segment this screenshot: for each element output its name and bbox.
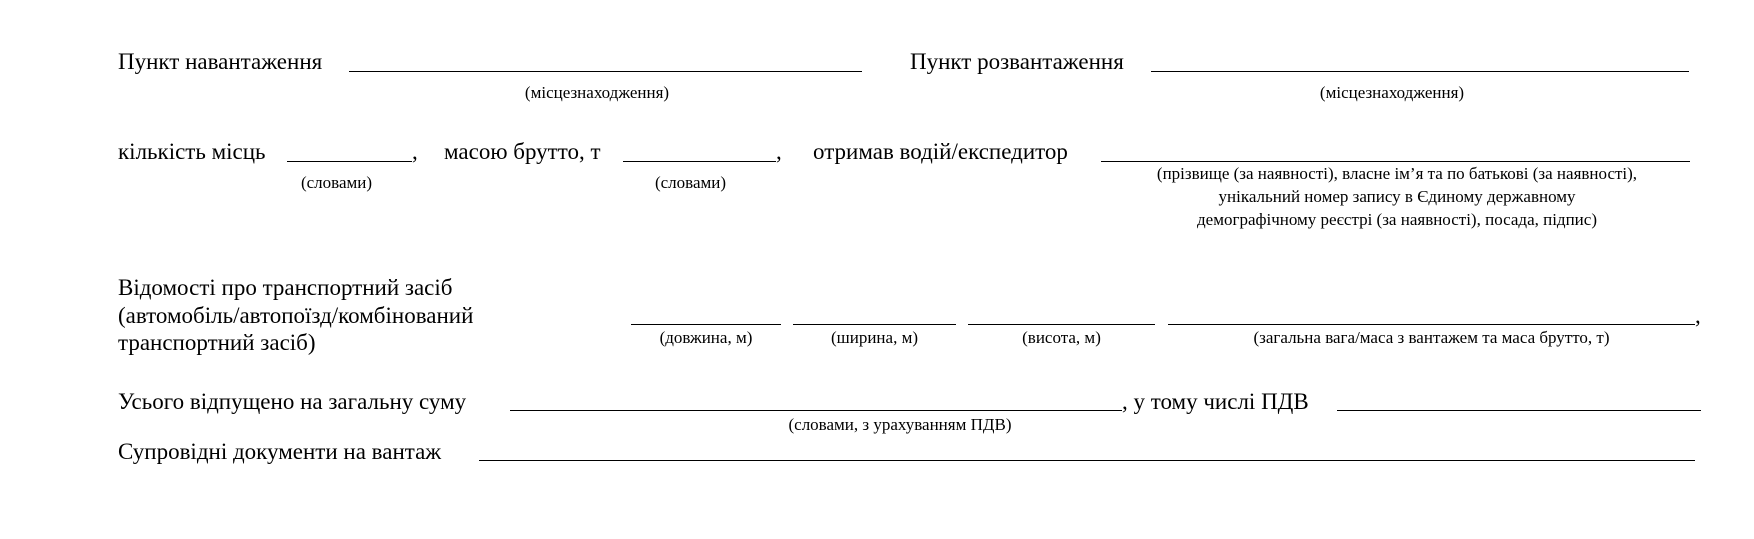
gross-mass-comma: ,	[776, 139, 782, 164]
unloading-point-caption: (місцезнаходження)	[1319, 83, 1465, 102]
places-count-field[interactable]	[287, 161, 412, 162]
vehicle-total-weight-field[interactable]	[1168, 324, 1695, 325]
vehicle-height-caption: (висота, м)	[1022, 328, 1101, 347]
vat-label: , у тому числі ПДВ	[1122, 389, 1309, 414]
total-sum-caption: (словами, з урахуванням ПДВ)	[788, 415, 1012, 434]
driver-caption-line-3: демографічному реєстрі (за наявності), посада, підпис)	[1197, 210, 1597, 229]
driver-label: отримав водій/експедитор	[813, 139, 1068, 164]
loading-point-label: Пункт навантаження	[118, 49, 323, 74]
vehicle-info-label-line-3: транспортний засіб)	[118, 330, 316, 355]
vehicle-total-weight-caption: (загальна вага/маса з вантажем та маса брутто, т)	[1253, 328, 1610, 347]
places-count-caption: (словами)	[300, 173, 373, 192]
vehicle-width-caption: (ширина, м)	[830, 328, 918, 347]
gross-mass-caption: (словами)	[654, 173, 727, 192]
vat-field[interactable]	[1337, 410, 1701, 411]
vehicle-height-field[interactable]	[968, 324, 1155, 325]
vehicle-length-caption: (довжина, м)	[659, 328, 753, 347]
vehicle-length-field[interactable]	[631, 324, 781, 325]
total-sum-field[interactable]	[510, 410, 1122, 411]
gross-mass-label: масою брутто, т	[444, 139, 601, 164]
unloading-point-label: Пункт розвантаження	[910, 49, 1124, 74]
vehicle-info-label-line-2: (автомобіль/автопоїзд/комбінований	[118, 303, 474, 328]
vehicle-info-label-line-1: Відомості про транспортний засіб	[118, 275, 453, 300]
driver-caption-line-1: (прізвище (за наявності), власне ім’я та по батькові (за наявності),	[1156, 164, 1638, 183]
unloading-point-field[interactable]	[1151, 71, 1689, 72]
places-count-label: кількість місць	[118, 139, 266, 164]
gross-mass-field[interactable]	[623, 161, 776, 162]
accompanying-docs-field[interactable]	[479, 460, 1695, 461]
vehicle-row-comma: ,	[1695, 303, 1701, 328]
places-count-comma: ,	[412, 139, 418, 164]
loading-point-caption: (місцезнаходження)	[524, 83, 670, 102]
driver-field[interactable]	[1101, 161, 1690, 162]
vehicle-width-field[interactable]	[793, 324, 956, 325]
driver-caption-line-2: унікальний номер запису в Єдиному державному	[1218, 187, 1576, 206]
accompanying-docs-label: Супровідні документи на вантаж	[118, 439, 442, 464]
loading-point-field[interactable]	[349, 71, 862, 72]
total-sum-label: Усього відпущено на загальну суму	[118, 389, 467, 414]
